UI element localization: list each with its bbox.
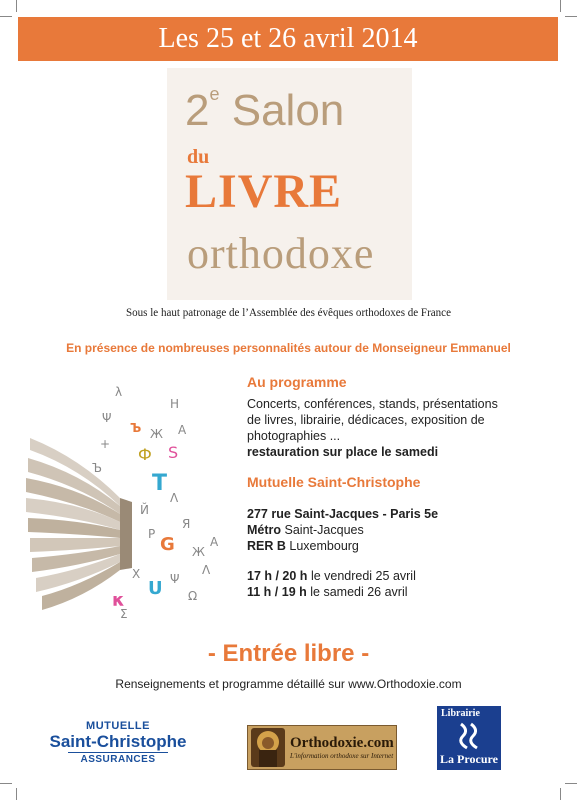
presence-text: En présence de nombreuses personnalités autour de Monseigneur Emmanuel [66,341,511,355]
crop-mark [0,16,12,17]
procure-logo-top: Librairie [437,706,501,721]
svg-text:Ψ: Ψ [170,572,180,586]
svg-text:λ: λ [115,385,123,399]
svg-text:S: S [168,443,179,462]
river-icon [455,722,483,750]
crop-mark [560,0,561,12]
svg-text:κ: κ [112,590,125,611]
crop-mark [16,0,17,12]
renseignements-text: Renseignements et programme détaillé sur www.Orthodoxie.com [115,677,462,691]
svg-text:Й: Й [140,503,149,517]
saturday-text: le samedi 26 avril [310,585,408,599]
programme-line: de livres, librairie, dédicaces, exposition de [247,413,485,427]
orthodoxie-logo [247,725,397,770]
book-pages [26,438,132,610]
venue-address: 277 rue Saint-Jacques - Paris 5e [247,507,439,521]
edition-superscript: e [209,84,220,104]
svg-text:P: P [148,527,156,541]
venue-metro [247,522,547,538]
word-livre: LIVRE [185,165,343,218]
programme-heading: Au programme [247,374,347,390]
crop-mark [565,783,577,784]
saturday-time: 11 h / 19 h [247,585,307,599]
open-book-illustration [20,378,250,628]
svg-text:Я: Я [182,517,191,531]
hours-saturday [247,584,547,600]
rer-label: RER B [247,539,286,553]
mutuelle-logo-mid: Saint-Christophe [49,732,187,751]
svg-text:H: H [170,397,180,411]
edition-number: 2 [185,86,210,135]
svg-text:G: G [160,534,175,555]
programme-line: restauration sur place le samedi [247,445,439,459]
mutuelle-logo [48,720,188,765]
svg-text:U: U [148,578,163,599]
svg-text:X: X [132,567,141,581]
word-orthodoxe: orthodoxe [187,229,375,278]
la-procure-logo [437,706,501,770]
svg-text:Ж: Ж [192,545,205,559]
metro-label: Métro [247,523,282,537]
svg-text:Ж: Ж [150,427,163,441]
crop-mark [560,788,561,800]
svg-text:Ω: Ω [188,589,198,603]
svg-text:Ъ: Ъ [130,421,142,435]
date-banner-text: Les 25 et 26 avril 2014 [158,23,418,54]
crop-mark [565,16,577,17]
programme-line: photographies ... [247,429,341,443]
venue-rer [247,538,547,554]
svg-text:Ф: Ф [138,445,152,464]
svg-text:Λ: Λ [202,563,211,577]
orthodoxie-logo-sub: L'information orthodoxe sur Internet [290,752,394,760]
date-banner [18,17,558,61]
svg-text:A: A [178,423,187,437]
svg-text:A: A [210,535,219,549]
rer-value: Luxembourg [289,539,359,553]
word-du: du [187,146,210,168]
svg-text:T: T [152,471,168,496]
metro-value: Saint-Jacques [284,523,364,537]
salon-edition [185,86,344,136]
mutuelle-logo-bot: ASSURANCES [68,752,168,765]
crop-mark [16,788,17,800]
svg-text:Ψ: Ψ [102,411,112,425]
venue-heading: Mutuelle Saint-Christophe [247,474,421,490]
patronage-text: Sous le haut patronage de l’Assemblée des évêques orthodoxes de France [126,305,451,319]
programme-line: Concerts, conférences, stands, présentations [247,397,498,411]
icon-portrait-icon [251,728,285,767]
hours-friday [247,568,547,584]
svg-text:Σ: Σ [120,607,128,621]
friday-time: 17 h / 20 h [247,569,308,583]
friday-text: le vendredi 25 avril [310,569,416,583]
entree-libre: - Entrée libre - [207,640,370,667]
info-column [247,374,547,600]
svg-text:+: + [100,437,111,451]
crop-mark [0,783,12,784]
svg-text:Λ: Λ [170,491,179,505]
salon-title-block [167,68,412,300]
word-salon: Salon [231,86,345,135]
orthodoxie-logo-title: Orthodoxie.com [290,735,394,751]
svg-text:Ъ: Ъ [92,461,102,475]
mutuelle-logo-top: MUTUELLE [86,720,150,732]
procure-logo-bot: La Procure [440,752,498,766]
